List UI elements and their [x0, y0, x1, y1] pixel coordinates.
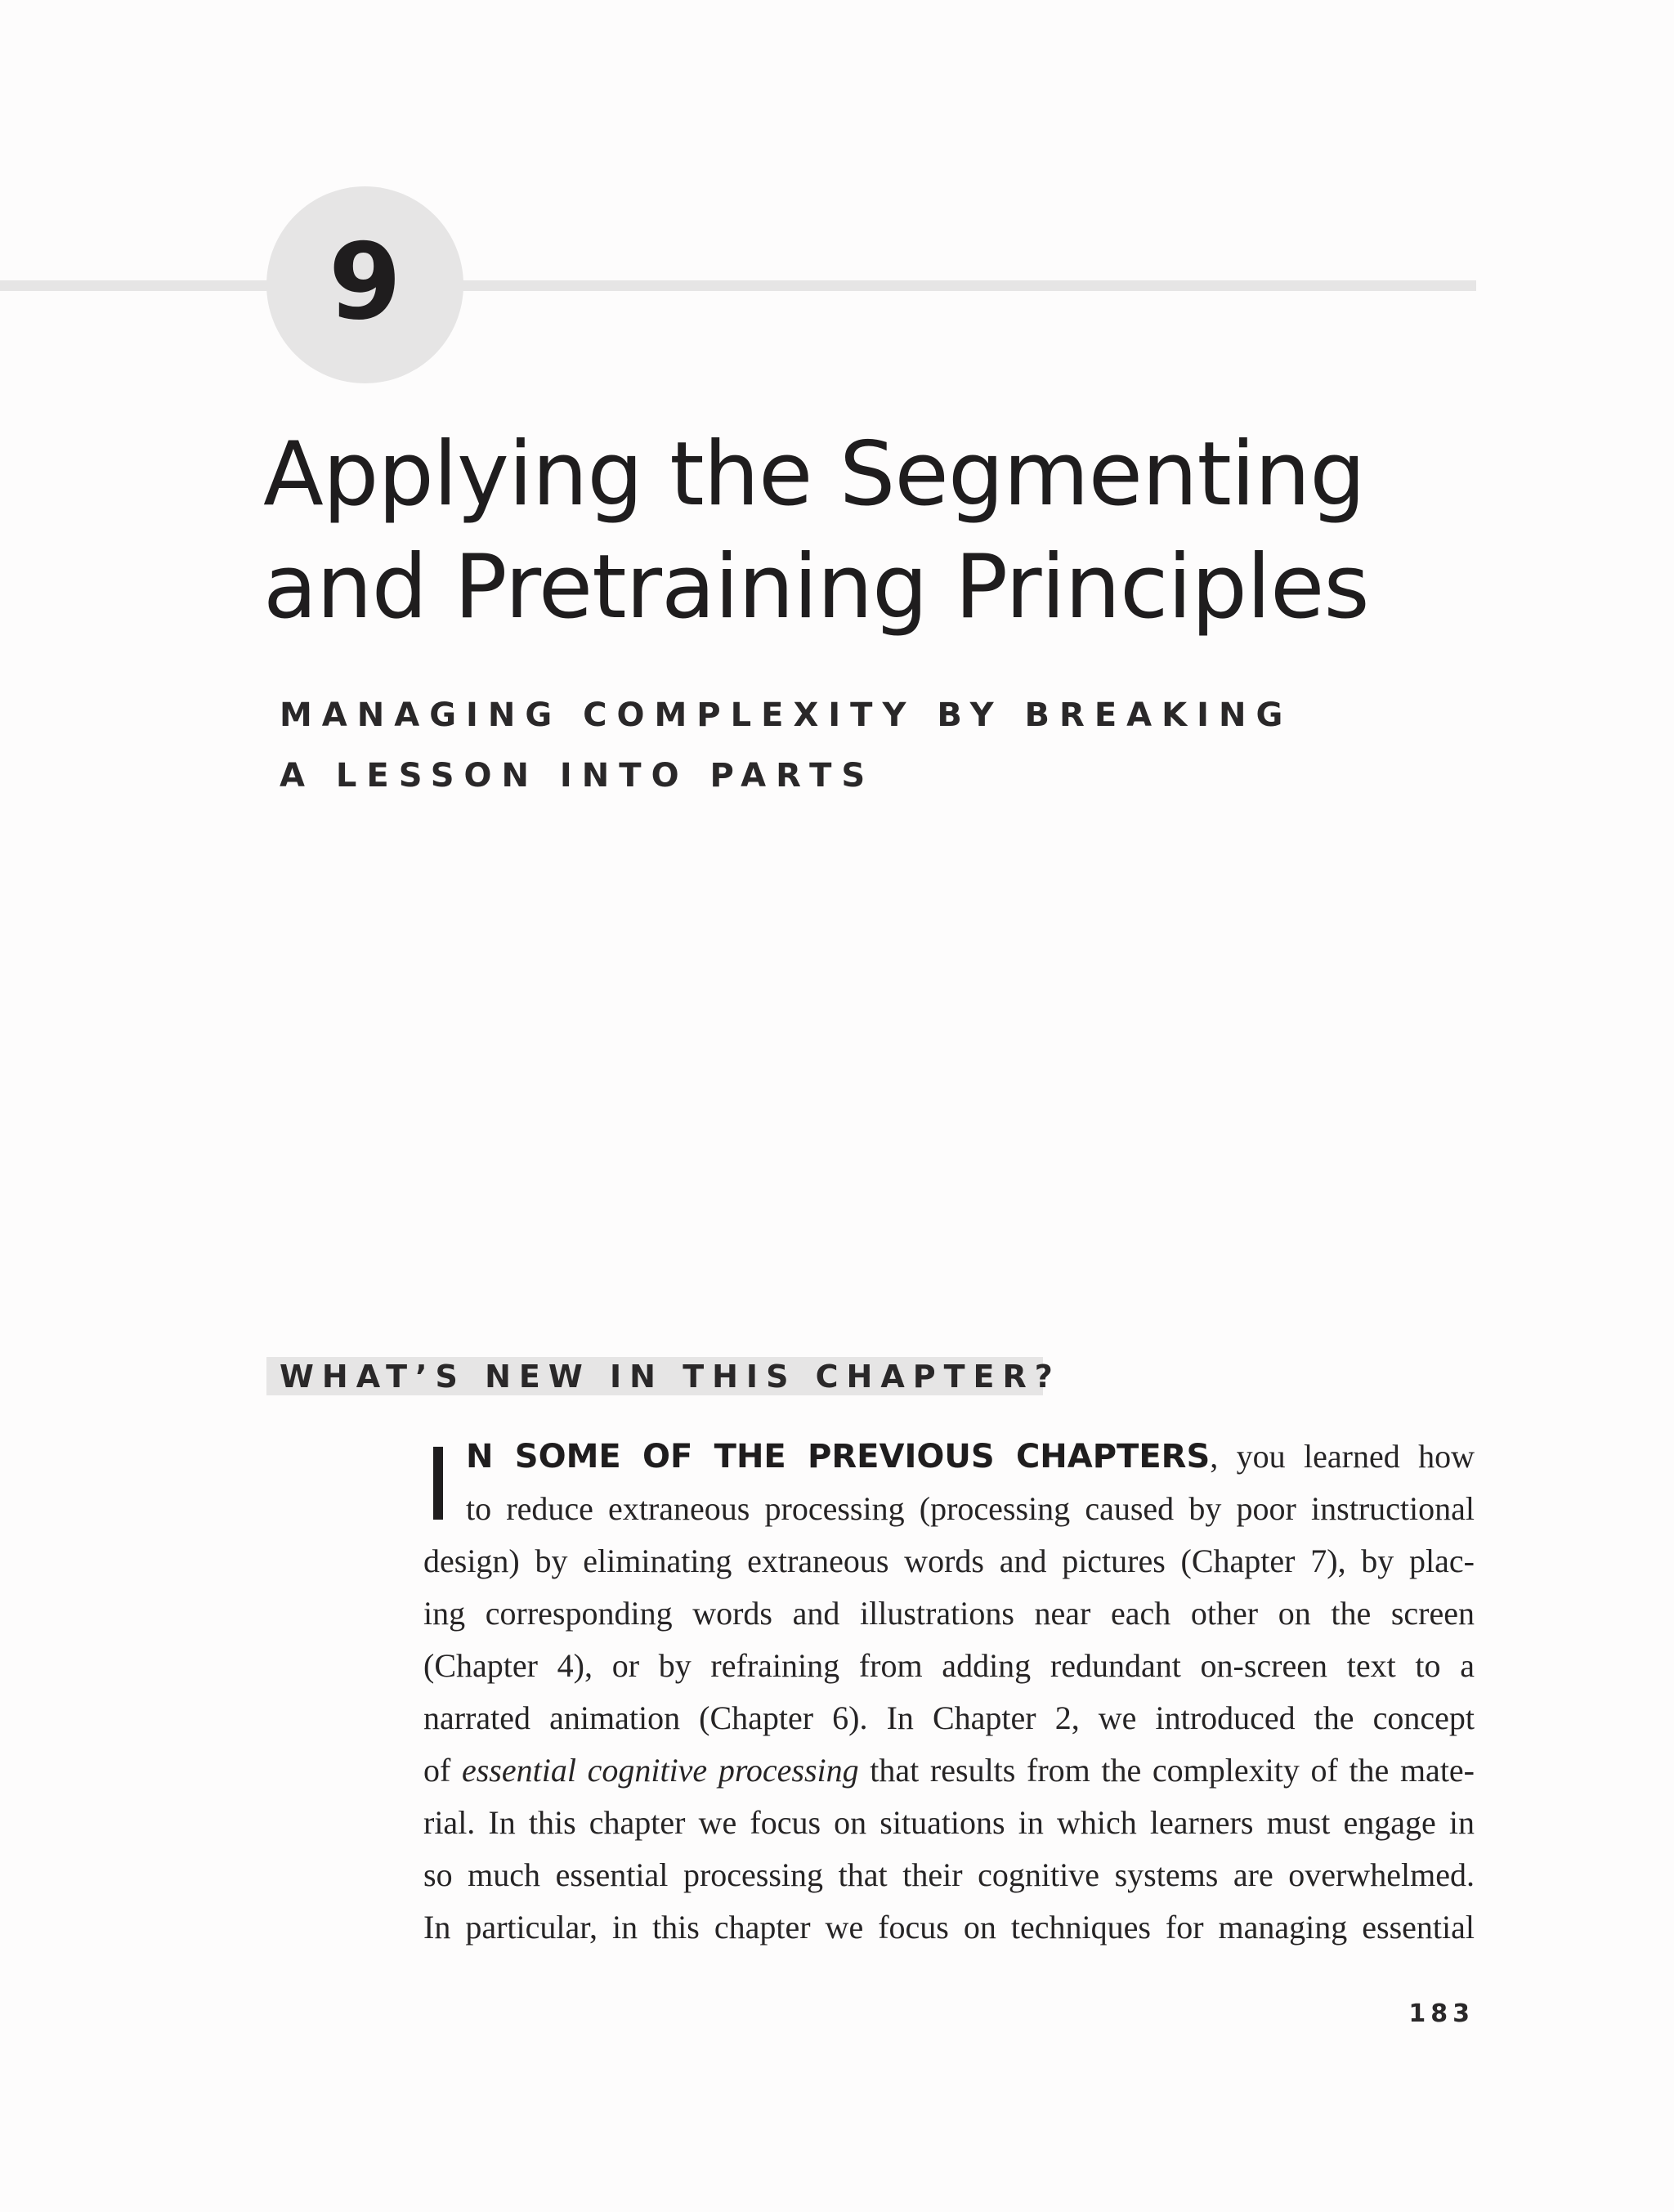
- chapter-title: [263, 419, 1571, 644]
- body-line: design) by eliminating extraneous words and pictures (Chapter 7), by plac-: [423, 1543, 1475, 1579]
- body-text: of: [423, 1752, 462, 1789]
- chapter-title-line: Applying the Segmenting: [263, 423, 1365, 526]
- page-number: 183: [1408, 1999, 1475, 2028]
- body-line: narrated animation (Chapter 6). In Chapter 2, we introduced the concept: [423, 1699, 1475, 1736]
- section-heading: WHAT’S NEW IN THIS CHAPTER?: [280, 1359, 1061, 1395]
- body-line: to reduce extraneous processing (processing caused by poor instructional: [466, 1490, 1475, 1527]
- drop-cap: I: [423, 1427, 453, 1543]
- body-line: In particular, in this chapter we focus on techniques for managing essential: [423, 1909, 1475, 1946]
- lead-in: N SOME OF THE PREVIOUS CHAPTERS: [466, 1438, 1211, 1475]
- chapter-subtitle: [280, 685, 1587, 806]
- chapter-number-badge: [266, 186, 463, 383]
- body-line: (Chapter 4), or by refraining from adding redundant on-screen text to a: [423, 1647, 1475, 1684]
- chapter-number: 9: [328, 221, 402, 343]
- chapter-rule: [0, 280, 1476, 291]
- emphasis-term: essential cognitive processing: [461, 1752, 859, 1789]
- section-heading-bar: [266, 1357, 1061, 1395]
- body-line: [423, 1431, 1475, 1483]
- body-line: ing corresponding words and illustrations near each other on the screen: [423, 1595, 1475, 1632]
- body-line: [423, 1744, 1475, 1797]
- chapter-title-line: and Pretraining Principles: [263, 536, 1369, 638]
- chapter-subtitle-line: MANAGING COMPLEXITY BY BREAKING: [280, 696, 1293, 734]
- body-line: rial. In this chapter we focus on situations in which learners must engage in: [423, 1804, 1475, 1841]
- body-text: that results from the complexity of the mate-: [858, 1752, 1475, 1789]
- body-paragraph: [423, 1427, 1475, 1954]
- body-line: so much essential processing that their cognitive systems are overwhelmed.: [423, 1856, 1475, 1893]
- body-text: , you learned how: [1210, 1438, 1475, 1475]
- chapter-subtitle-line: A LESSON INTO PARTS: [280, 757, 875, 795]
